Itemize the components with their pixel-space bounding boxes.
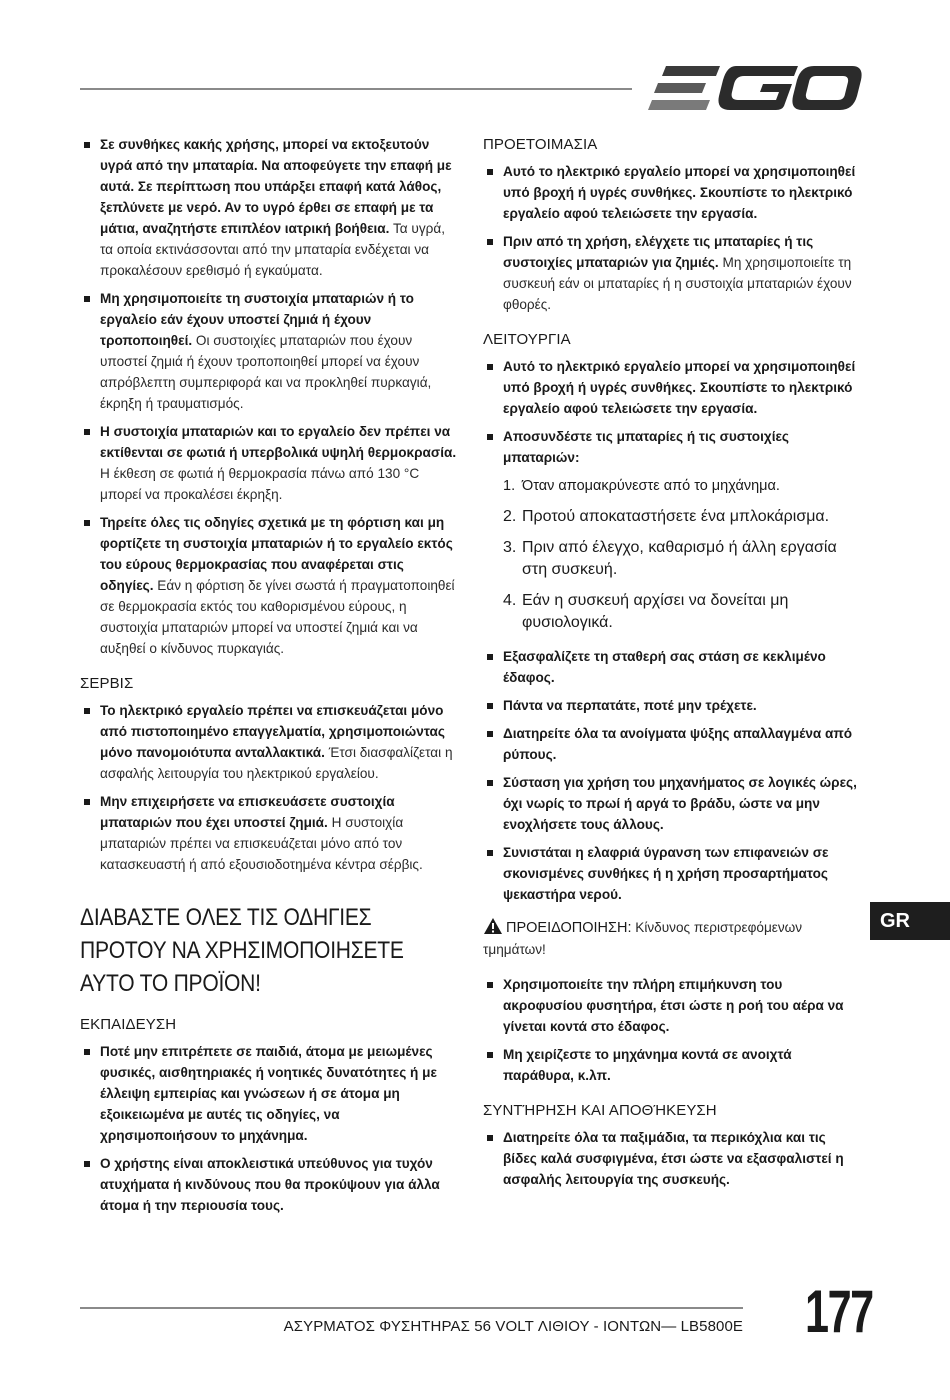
list-item: Πάντα να περπατάτε, ποτέ μην τρέχετε. xyxy=(483,695,861,716)
operation-list-a xyxy=(483,356,861,468)
list-item: Η συστοιχία μπαταριών και το εργαλείο δεν πρέπει να εκτίθενται σε φωτιά ή υπερβολικά υψηλή θερμοκρασία. Η έκθεση σε φωτιά ή θερμοκρασία πάνω από 130 °C μπορεί να προκαλέσει έκρηξη. xyxy=(80,421,458,505)
battery-safety-list xyxy=(80,134,458,659)
read-instructions-title: ΔΙΑΒΑΣΤΕ ΟΛΕΣ ΤΙΣ ΟΔΗΓΙΕΣ ΠΡΟΤΟΥ ΝΑ ΧΡΗΣΙΜΟΠΟΙΗΣΕΤΕ ΑΥΤΟ ΤΟ ΠΡΟΪΟΝ! xyxy=(80,904,404,997)
list-item: Αυτό το ηλεκτρικό εργαλείο μπορεί να χρησιμοποιηθεί υπό βροχή ή υγρές συνθήκες. Σκουπίστε το ηλεκτρικό εργαλείο αφού τελειώσετε την εργασία. xyxy=(483,356,861,419)
right-column xyxy=(483,134,861,1197)
list-item: Χρησιμοποιείτε την πλήρη επιμήκυνση του ακροφυσίου φυσητήρα, έτσι ώστε η ροή του αέρα να γίνεται κοντά στο έδαφος. xyxy=(483,974,861,1037)
list-item: Το ηλεκτρικό εργαλείο πρέπει να επισκευάζεται μόνο από πιστοποιημένο επαγγελματία, χρησιμοποιώντας μόνο πανομοιότυπα ανταλλακτικά. Έτσι διασφαλίζεται η ασφαλής λειτουργία του ηλεκτρικού εργαλείου. xyxy=(80,700,458,784)
warning-triangle-icon xyxy=(483,917,503,935)
list-item: Αυτό το ηλεκτρικό εργαλείο μπορεί να χρησιμοποιηθεί υπό βροχή ή υγρές συνθήκες. Σκουπίστε το ηλεκτρικό εργαλείο αφού τελειώσετε την εργασία. xyxy=(483,161,861,224)
ego-logo xyxy=(648,62,862,114)
list-item: Συνιστάται η ελαφριά ύγρανση των επιφανειών σε σκονισμένες συνθήκες ή η χρήση προσαρτήματος ψεκαστήρα νερού. xyxy=(483,842,861,905)
numbered-item: 2. Προτού αποκαταστήσετε ένα μπλοκάρισμα. xyxy=(503,508,830,525)
list-item: Ποτέ μην επιτρέπετε σε παιδιά, άτομα με μειωμένες φυσικές, αισθητηριακές ή νοητικές δυνατότητες ή με έλλειψη εμπειρίας και γνώσεων ή σε άτομα μη εξοικειωμένα με αυτές τις οδηγίες, να χρησιμοποιήσουν το μηχάνημα. xyxy=(80,1041,458,1146)
preparation-heading: ΠΡΟΕΤΟΙΜΑΣΙΑ xyxy=(483,136,598,153)
language-tab: GR xyxy=(870,902,950,940)
list-item: Εξασφαλίζετε τη σταθερή σας στάση σε κεκλιμένο έδαφος. xyxy=(483,646,861,688)
list-item: Τηρείτε όλες τις οδηγίες σχετικά με τη φόρτιση και μη φορτίζετε τη συστοιχία μπαταριών ή το εργαλείο εκτός του εύρους θερμοκρασίας που αναφέρεται στις οδηγίες. Εάν η φόρτιση δε γίνει σωστά ή πραγματοποιηθεί σε θερμοκρασία εκτός του καθορισμένου εύρους, η συστοιχία μπαταριών μπορεί να υποστεί ζημιά και να αυξηθεί ο κίνδυνος πυρκαγιάς. xyxy=(80,512,458,659)
disconnect-conditions-list xyxy=(503,475,861,634)
footer-rule xyxy=(80,1307,743,1309)
list-item: Αποσυνδέστε τις μπαταρίες ή τις συστοιχίες μπαταριών: xyxy=(483,426,861,468)
list-item: Μην επιχειρήσετε να επισκευάσετε συστοιχία μπαταριών που έχει υποστεί ζημιά. Η συστοιχία μπαταριών πρέπει να επισκευάζεται μόνο από τον κατασκευαστή ή από εξουσιοδοτημένα κέντρα σέρβις. xyxy=(80,791,458,875)
list-item: Ο χρήστης είναι αποκλειστικά υπεύθυνος για τυχόν ατυχήματα ή κινδύνους που θα προκύψουν για άλλα άτομα ή την περιουσία τους. xyxy=(80,1153,458,1216)
numbered-item: 3. Πριν από έλεγχο, καθαρισμό ή άλλη εργασία στη συσκευή. xyxy=(503,539,837,578)
footer-product-title: ΑΣΥΡΜΑΤΟΣ ΦΥΣΗΤΗΡΑΣ 56 VOLT ΛΙΘΙΟΥ - ΙΟΝΤΩΝ— LB5800E xyxy=(283,1318,743,1335)
maintenance-list xyxy=(483,1127,861,1190)
list-item: Σε συνθήκες κακής χρήσης, μπορεί να εκτοξευτούν υγρά από την μπαταρία. Να αποφεύγετε την επαφή με αυτά. Σε περίπτωση που υπάρξει επαφή κατά λάθος, ξεπλύνετε με νερό. Αν το υγρό έρθει σε επαφή με τα μάτια, αναζητήστε επιπλέον ιατρική βοήθεια. Τα υγρά, τα οποία εκτινάσσονται από την μπαταρία ενδέχεται να προκαλέσουν ερεθισμό ή εγκαύματα. xyxy=(80,134,458,281)
service-heading: ΣΕΡΒΙΣ xyxy=(80,675,134,692)
numbered-item: 4. Εάν η συσκευή αρχίσει να δονείται μη φυσιολογικά. xyxy=(503,592,789,631)
list-item: Διατηρείτε όλα τα παξιμάδια, τα περικόχλια και τις βίδες καλά συσφιγμένα, έτσι ώστε να εξασφαλιστεί η ασφαλής λειτουργία της συσκευής. xyxy=(483,1127,861,1190)
list-item: Πριν από τη χρήση, ελέγχετε τις μπαταρίες ή τις συστοιχίες μπαταριών για ζημιές. Μη χρησιμοποιείτε τη συσκευή εάν οι μπαταρίες ή η συστοιχία μπαταριών έχουν φθορές. xyxy=(483,231,861,315)
header-rule xyxy=(80,88,632,90)
list-item: Μη χρησιμοποιείτε τη συστοιχία μπαταριών ή το εργαλείο εάν έχουν υποστεί ζημιά ή έχουν τροποποιηθεί. Οι συστοιχίες μπαταριών που έχουν υποστεί ζημιά ή έχουν τροποποιηθεί μπορεί να έχουν απρόβλεπτη συμπεριφορά και να προκληθεί πυρκαγιά, έκρηξη ή τραυματισμός. xyxy=(80,288,458,414)
training-list xyxy=(80,1041,458,1216)
training-heading: ΕΚΠΑΙΔΕΥΣΗ xyxy=(80,1016,177,1033)
service-list xyxy=(80,700,458,875)
page-number: 177 xyxy=(805,1278,873,1345)
operation-heading: ΛΕΙΤΟΥΡΓΙΑ xyxy=(483,331,571,348)
warning-notice xyxy=(483,917,861,960)
warning-label: ΠΡΟΕΙΔΟΠΟΙΗΣΗ: xyxy=(506,920,632,936)
left-column xyxy=(80,134,458,1223)
list-item: Σύσταση για χρήση του μηχανήματος σε λογικές ώρες, όχι νωρίς το πρωί ή αργά το βράδυ, ώστε να μην ενοχλήσετε τους άλλους. xyxy=(483,772,861,835)
warning-text: Κίνδυνος περιστρεφόμενων τμημάτων! xyxy=(483,920,803,957)
preparation-list xyxy=(483,161,861,315)
list-item: Μη χειρίζεστε το μηχάνημα κοντά σε ανοιχτά παράθυρα, κ.λπ. xyxy=(483,1044,861,1086)
warning-list xyxy=(483,974,861,1086)
list-item: Διατηρείτε όλα τα ανοίγματα ψύξης απαλλαγμένα από ρύπους. xyxy=(483,723,861,765)
operation-list-b xyxy=(483,646,861,905)
numbered-item: 1. Όταν απομακρύνεστε από το μηχάνημα. xyxy=(503,478,780,494)
maintenance-heading: ΣΥΝΤΉΡΗΣΗ ΚΑΙ ΑΠΟΘΉΚΕΥΣΗ xyxy=(483,1102,717,1119)
